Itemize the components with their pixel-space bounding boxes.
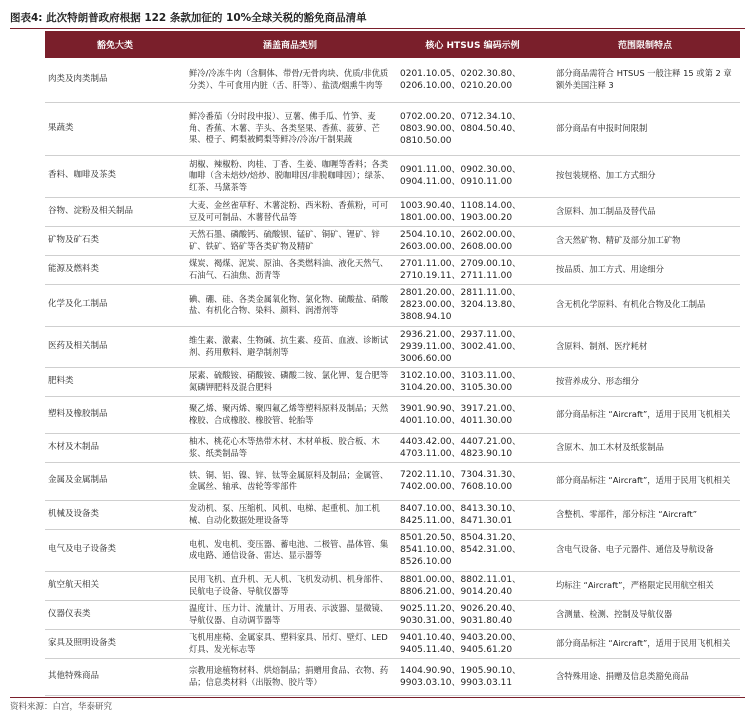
cell-scope: 均标注 “Aircraft”，严格限定民用航空相关 <box>550 571 740 600</box>
cell-category: 木材及木制品 <box>45 433 185 462</box>
cell-products: 胡椒、辣椒粉、肉桂、丁香、生姜、咖喱等香料；各类咖啡（含未焙炒/焙炒、脱咖啡因/非脱咖啡因）；绿茶、红茶、马黛茶等 <box>185 155 395 197</box>
cell-category: 电气及电子设备类 <box>45 529 185 571</box>
table-row <box>45 226 740 255</box>
cell-codes: 3901.90.90、3917.21.00、 4001.10.00、4011.30.00 <box>395 396 550 433</box>
table-row <box>45 433 740 462</box>
cell-products: 聚乙烯、聚丙烯、聚四氟乙烯等塑料原料及制品；天然橡胶、合成橡胶、橡胶管、轮胎等 <box>185 396 395 433</box>
cell-scope: 含原料、加工制品及替代品 <box>550 197 740 226</box>
table-row <box>45 529 740 571</box>
cell-category: 矿物及矿石类 <box>45 226 185 255</box>
cell-category: 化学及化工制品 <box>45 284 185 326</box>
cell-scope: 含天然矿物、精矿及部分加工矿物 <box>550 226 740 255</box>
cell-codes: 1003.90.40、1108.14.00、 1801.00.00、1903.00.20 <box>395 197 550 226</box>
cell-category: 其他特殊商品 <box>45 658 185 695</box>
cell-scope: 部分商品标注 “Aircraft”，适用于民用飞机相关 <box>550 462 740 500</box>
col-header-codes: 核心 HTSUS 编码示例 <box>395 31 550 58</box>
cell-scope: 含原木、加工木材及纸浆制品 <box>550 433 740 462</box>
cell-codes: 1404.90.90、1905.90.10、 9903.03.10、9903.03.11 <box>395 658 550 695</box>
cell-category: 机械及设备类 <box>45 500 185 529</box>
source-note: 资料来源：白宫，华泰研究 <box>10 702 113 712</box>
source-rule <box>10 697 745 698</box>
cell-codes: 2701.11.00、2709.00.10、 2710.19.11、2711.11.00 <box>395 255 550 284</box>
table-row <box>45 155 740 197</box>
cell-products: 煤炭、褐煤、泥炭、原油、各类燃料油、液化天然气、石油气、石油焦、沥青等 <box>185 255 395 284</box>
cell-products: 维生素、激素、生物碱、抗生素、疫苗、血液、诊断试剂、药用敷料、避孕制剂等 <box>185 326 395 367</box>
cell-category: 果蔬类 <box>45 102 185 155</box>
cell-codes: 2801.20.00、2811.11.00、 2823.00.00、3204.13.80、 3808.94.10 <box>395 284 550 326</box>
cell-codes: 8407.10.00、8413.30.10、 8425.11.00、8471.30.01 <box>395 500 550 529</box>
cell-products: 电机、发电机、变压器、蓄电池、二极管、晶体管、集成电路、通信设备、雷达、显示器等 <box>185 529 395 571</box>
table-row <box>45 58 740 102</box>
table-row <box>45 326 740 367</box>
table-row <box>45 102 740 155</box>
title-rule <box>10 28 745 29</box>
cell-scope: 含原料、制剂、医疗耗材 <box>550 326 740 367</box>
cell-scope: 含特殊用途、捐赠及信息类豁免商品 <box>550 658 740 695</box>
cell-scope: 按品质、加工方式、用途细分 <box>550 255 740 284</box>
cell-codes: 3102.10.00、3103.11.00、 3104.20.00、3105.30.00 <box>395 367 550 396</box>
table-row <box>45 658 740 695</box>
cell-category: 能源及燃料类 <box>45 255 185 284</box>
table-row <box>45 367 740 396</box>
cell-products: 柚木、桃花心木等热带木材、木材单板、胶合板、木浆、纸类制品等 <box>185 433 395 462</box>
table-row <box>45 629 740 658</box>
cell-scope: 部分商品标注 “Aircraft”，适用于民用飞机相关 <box>550 396 740 433</box>
col-header-products: 涵盖商品类别 <box>185 31 395 58</box>
cell-codes: 0201.10.05、0202.30.80、 0206.10.00、0210.20.00 <box>395 58 550 102</box>
table-row <box>45 255 740 284</box>
cell-category: 肉类及肉类制品 <box>45 58 185 102</box>
cell-category: 谷物、淀粉及相关制品 <box>45 197 185 226</box>
cell-category: 航空航天相关 <box>45 571 185 600</box>
table-row <box>45 600 740 629</box>
cell-codes: 0901.11.00、0902.30.00、 0904.11.00、0910.11.00 <box>395 155 550 197</box>
cell-scope: 含无机化学原料、有机化合物及化工制品 <box>550 284 740 326</box>
col-header-category: 豁免大类 <box>45 31 185 58</box>
cell-codes: 2504.10.10、2602.00.00、 2603.00.00、2608.00.00 <box>395 226 550 255</box>
cell-category: 肥料类 <box>45 367 185 396</box>
cell-category: 香料、咖啡及茶类 <box>45 155 185 197</box>
cell-codes: 4403.42.00、4407.21.00、 4703.11.00、4823.90.10 <box>395 433 550 462</box>
cell-products: 宗教用途植物材料、烘焙制品；捐赠用食品、衣物、药品；信息类材料（出版物、胶片等） <box>185 658 395 695</box>
exemption-table <box>45 31 740 696</box>
cell-products: 鲜冷/冷冻牛肉（含胴体、带骨/无骨肉块、优质/非优质分类）、牛可食用内脏（舌、肝等）、盐渍/烟熏牛肉等 <box>185 58 395 102</box>
cell-products: 碘、硼、硅、各类金属氧化物、氯化物、硫酸盐、硝酸盐、有机化合物、染料、颜料、润滑剂等 <box>185 284 395 326</box>
cell-scope: 部分商品标注 “Aircraft”，适用于民用飞机相关 <box>550 629 740 658</box>
cell-category: 塑料及橡胶制品 <box>45 396 185 433</box>
table-row <box>45 396 740 433</box>
cell-codes: 0702.00.20、0712.34.10、 0803.90.00、0804.50.40、 0810.50.00 <box>395 102 550 155</box>
table-row <box>45 500 740 529</box>
cell-category: 医药及相关制品 <box>45 326 185 367</box>
cell-codes: 9025.11.20、9026.20.40、 9030.31.00、9031.80.40 <box>395 600 550 629</box>
cell-codes: 9401.10.40、9403.20.00、 9405.11.40、9405.61.20 <box>395 629 550 658</box>
table-row <box>45 462 740 500</box>
cell-codes: 7202.11.10、7304.31.30、 7402.00.00、7608.10.00 <box>395 462 550 500</box>
cell-products: 鲜冷番茄（分时段申报）、豆薯、佛手瓜、竹笋、麦角、香蕉、木薯、芋头、各类坚果、香蕉、菠萝、芒果、橙子、鳄梨被鳄梨等鲜冷/冷冻/干制果蔬 <box>185 102 395 155</box>
cell-category: 金属及金属制品 <box>45 462 185 500</box>
cell-products: 温度计、压力计、流量计、万用表、示波器、显微镜、导航仪器、自动调节器等 <box>185 600 395 629</box>
cell-scope: 含测量、检测、控制及导航仪器 <box>550 600 740 629</box>
table-row <box>45 571 740 600</box>
cell-scope: 按包装规格、加工方式细分 <box>550 155 740 197</box>
cell-scope: 含整机、零部件，部分标注 “Aircraft” <box>550 500 740 529</box>
cell-products: 铁、铜、铝、镍、锌、钛等金属原料及制品；金属管、金属丝、轴承、齿轮等零部件 <box>185 462 395 500</box>
table-row <box>45 197 740 226</box>
cell-products: 天然石墨、磷酸钙、硫酸钡、锰矿、铜矿、锂矿、锌矿、铁矿、铬矿等各类矿物及精矿 <box>185 226 395 255</box>
cell-category: 仪器仪表类 <box>45 600 185 629</box>
cell-scope: 部分商品需符合 HTSUS 一般注释 15 或第 2 章额外美国注释 3 <box>550 58 740 102</box>
cell-products: 发动机、泵、压缩机、风机、电梯、起重机、加工机械、自动化数据处理设备等 <box>185 500 395 529</box>
cell-products: 尿素、硫酸铵、硝酸铵、磷酸二铵、氯化钾、复合肥等氮磷钾肥料及混合肥料 <box>185 367 395 396</box>
cell-codes: 2936.21.00、2937.11.00、 2939.11.00、3002.41.00、 3006.60.00 <box>395 326 550 367</box>
col-header-scope: 范围限制特点 <box>550 31 740 58</box>
table-row <box>45 284 740 326</box>
cell-category: 家具及照明设备类 <box>45 629 185 658</box>
cell-codes: 8801.00.00、8802.11.01、 8806.21.00、9014.20.40 <box>395 571 550 600</box>
table-header-row <box>45 31 740 58</box>
cell-scope: 按营养成分、形态细分 <box>550 367 740 396</box>
cell-scope: 部分商品有申报时间限制 <box>550 102 740 155</box>
cell-products: 大麦、金丝雀草籽、木薯淀粉、西米粉、香蕉粉，可可豆及可可制品、木薯替代品等 <box>185 197 395 226</box>
cell-products: 民用飞机、直升机、无人机、飞机发动机、机身部件、民航电子设备、导航仪器等 <box>185 571 395 600</box>
cell-scope: 含电气设备、电子元器件、通信及导航设备 <box>550 529 740 571</box>
figure-title: 图表4: 此次特朗普政府根据 122 条款加征的 10%全球关税的豁免商品清单 <box>10 12 367 24</box>
cell-codes: 8501.20.50、8504.31.20、 8541.10.00、8542.31.00、 8526.10.00 <box>395 529 550 571</box>
cell-products: 飞机用座椅、金属家具、塑料家具、吊灯、壁灯、LED 灯具、发光标志等 <box>185 629 395 658</box>
